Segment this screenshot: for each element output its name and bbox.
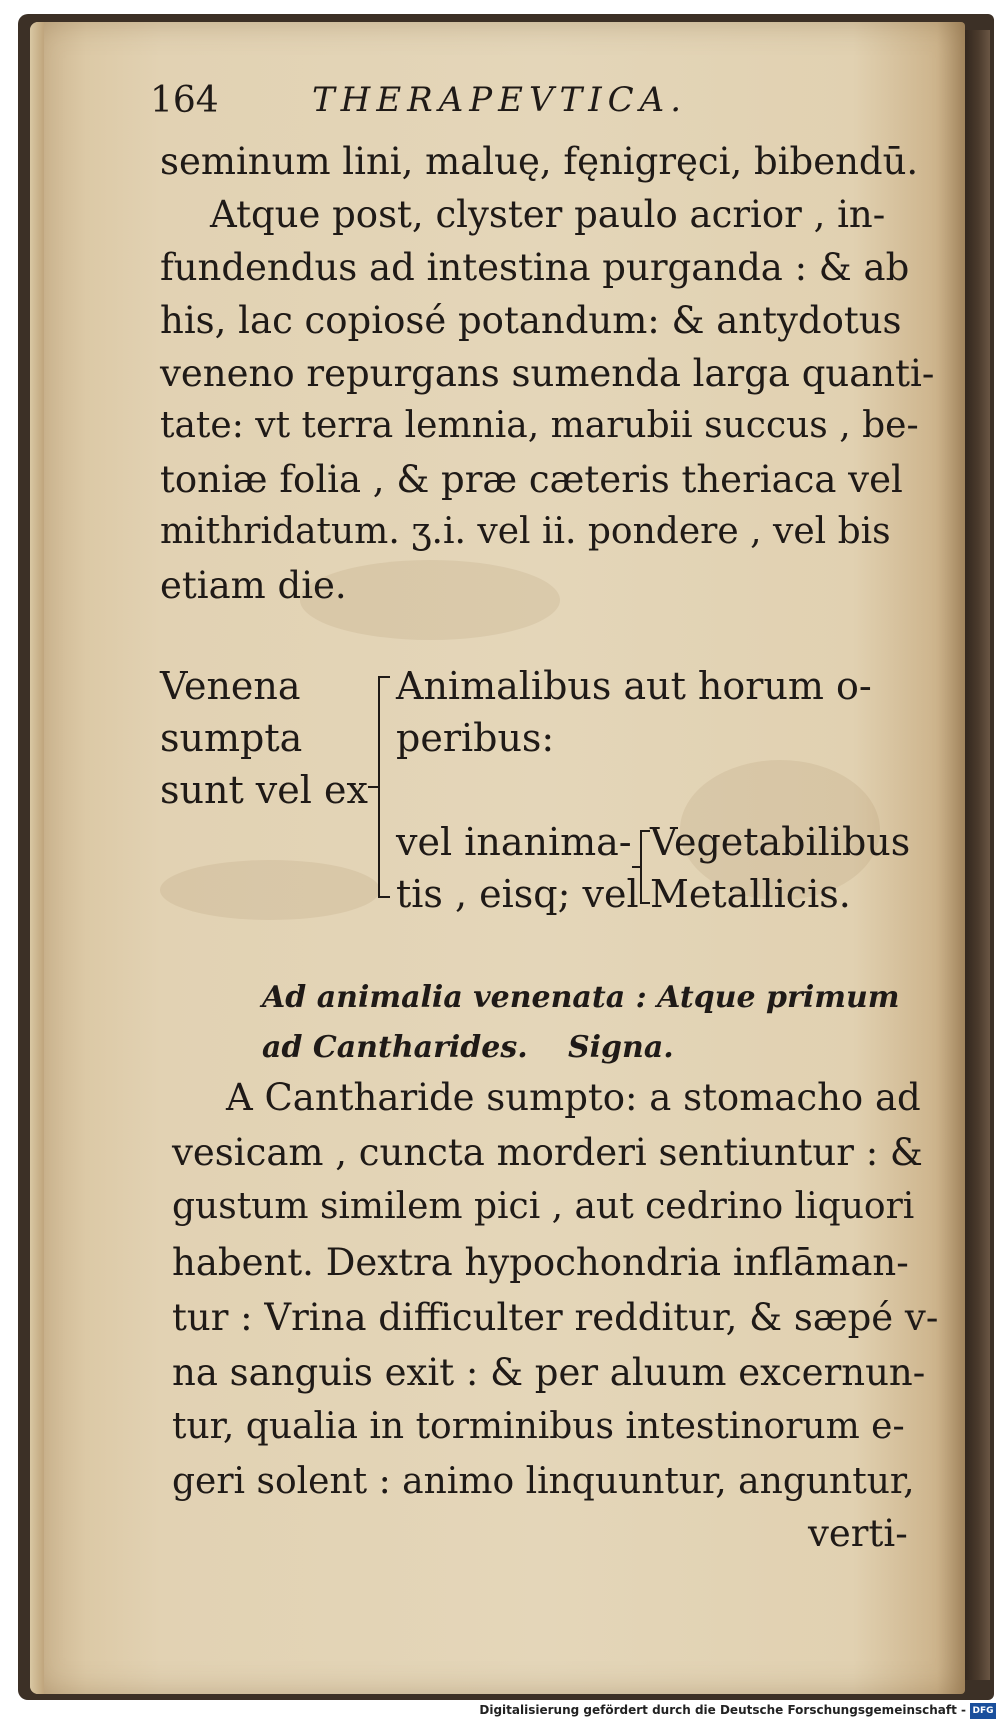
body-line: Atque post, clyster paulo acrior , in- <box>210 193 886 236</box>
section-line: geri solent : animo linquuntur, anguntur, <box>172 1461 915 1502</box>
body-line: etiam die. <box>160 564 347 607</box>
table-upper-line: Animalibus aut horum o- <box>396 664 872 708</box>
section-heading-sub: ad Cantharides. <box>262 1030 528 1065</box>
section-line: vesicam , cuncta morderi sentiuntur : & <box>172 1131 923 1174</box>
page-gutter <box>30 22 44 1694</box>
section-line: gustum similem pici , aut cedrino liquori <box>172 1186 915 1227</box>
running-title: THERAPEVTICA. <box>312 80 688 120</box>
table-lower-left-line: tis , eisq; vel <box>396 872 639 916</box>
section-line: tur, qualia in torminibus intestinorum e- <box>172 1406 905 1447</box>
show-through-stain <box>160 860 380 920</box>
body-line: toniæ folia , & præ cæteris theriaca vel <box>160 458 903 501</box>
table-upper-line: peribus: <box>396 716 555 760</box>
section-line: habent. Dextra hypochondria inflāman- <box>172 1241 909 1284</box>
table-lower-right-line: Vegetabilibus <box>650 820 911 864</box>
section-heading-signa: Signa. <box>568 1030 674 1065</box>
table-lower-right-line: Metallicis. <box>650 872 851 916</box>
dfg-logo-icon: DFG <box>970 1703 996 1719</box>
table-left-line: Venena <box>160 664 301 708</box>
table-lower-left-line: vel inanima- <box>396 820 632 864</box>
section-line: na sanguis exit : & per aluum excernun- <box>172 1351 926 1394</box>
body-line: fundendus ad intestina purganda : & ab <box>160 246 910 289</box>
digitization-credit: Digitalisierung gefördert durch die Deutsche Forschungsgemeinschaft - <box>479 1703 966 1717</box>
body-line: mithridatum. ʒ.i. vel ii. pondere , vel bis <box>160 511 891 552</box>
section-line: tur : Vrina difficulter redditur, & sæpé v- <box>172 1296 939 1339</box>
table-left-line: sunt vel ex <box>160 768 368 812</box>
section-line: A Cantharide sumpto: a stomacho ad <box>226 1076 921 1119</box>
catchword: verti- <box>808 1512 908 1555</box>
body-line: veneno repurgans sumenda larga quanti- <box>160 352 935 395</box>
table-left-line: sumpta <box>160 716 303 760</box>
body-line: seminum lini, maluę, fęnigręci, bibendū. <box>160 140 919 183</box>
body-line: tate: vt terra lemnia, marubii succus , be- <box>160 405 919 446</box>
section-heading: Ad animalia venenata : Atque primum <box>262 980 900 1015</box>
page-number: 164 <box>150 80 219 121</box>
body-line: his, lac copiosé potandum: & antydotus <box>160 299 902 342</box>
